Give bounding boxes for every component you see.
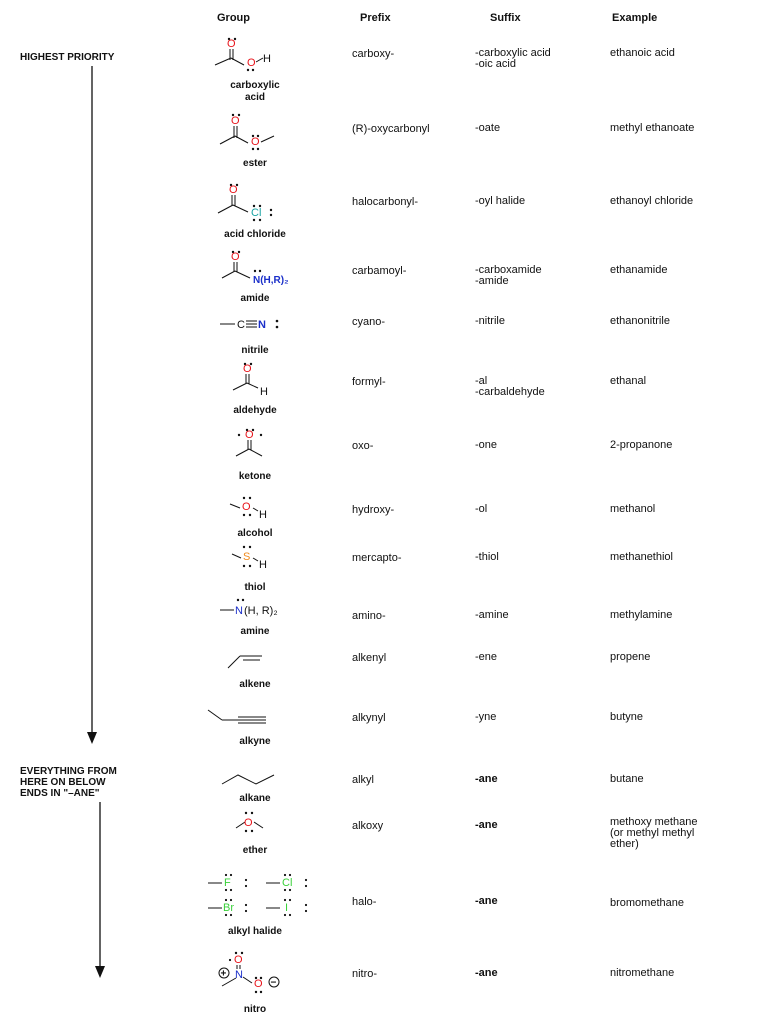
prefix: carboxy- — [352, 48, 395, 60]
suffix — [475, 376, 545, 398]
oxygen-atom: O — [244, 817, 253, 829]
example: methanethiol — [610, 551, 673, 563]
ane-note — [20, 766, 117, 799]
suffix: -thiol — [475, 551, 499, 563]
header-group: Group — [217, 12, 250, 24]
example: butane — [610, 773, 644, 785]
oxygen-atom: O — [254, 978, 263, 990]
oxygen-atom: O — [243, 363, 252, 375]
prefix: mercapto- — [352, 552, 402, 564]
suffix — [475, 48, 551, 70]
chlorine-atom: Cl — [251, 207, 262, 219]
ane-note-line: HERE ON BELOW — [20, 777, 106, 788]
prefix: oxo- — [352, 440, 374, 452]
example: ethanoyl chloride — [610, 195, 694, 207]
oxygen-atom: O — [251, 136, 260, 148]
sulfur-atom: S — [243, 551, 251, 563]
nitrogen-atom: N — [258, 319, 266, 331]
group-name: amide — [240, 293, 270, 304]
oxygen-atom: O — [245, 429, 254, 441]
thiol-structure — [200, 544, 320, 604]
example: methyl ethanoate — [610, 122, 695, 134]
prefix: amino- — [352, 610, 386, 622]
suffix: -amine — [475, 609, 509, 621]
example-line: ether) — [610, 838, 639, 850]
oxygen-atom: O — [227, 38, 236, 50]
ane-note-line: ENDS IN "–ANE" — [20, 788, 100, 799]
group-name: alkyl halide — [228, 926, 282, 937]
hydrogen-atom: H — [259, 559, 267, 571]
example — [610, 817, 760, 850]
suffix-line: -amide — [475, 275, 509, 287]
header-prefix: Prefix — [360, 12, 391, 24]
minus-sign: − — [270, 977, 277, 989]
prefix: halo- — [352, 896, 377, 908]
example: bromomethane — [610, 897, 684, 909]
ether-structure — [200, 810, 320, 870]
suffix: -ene — [475, 651, 498, 663]
prefix: hydroxy- — [352, 504, 395, 516]
oxygen-atom: O — [231, 115, 240, 127]
suffix: -nitrile — [475, 315, 505, 327]
plus-sign: + — [220, 968, 227, 980]
group-name: ketone — [238, 471, 272, 482]
ane-arrow — [92, 802, 108, 980]
suffix: -ane — [475, 773, 498, 785]
amide-nitrogen: N(H,R)₂ — [253, 275, 289, 286]
group-name: nitrile — [241, 345, 269, 356]
group-name: aldehyde — [233, 405, 277, 416]
carbon-atom: C — [237, 319, 245, 331]
suffix: -oate — [475, 122, 501, 134]
prefix: halocarbonyl- — [352, 196, 419, 208]
prefix: nitro- — [352, 968, 378, 980]
group-name: acid chloride — [224, 229, 286, 240]
group-name: ether — [242, 845, 268, 856]
hydrogen-atom: H — [263, 53, 271, 65]
header-suffix: Suffix — [490, 12, 521, 24]
alkyl-halide-structure — [200, 870, 320, 920]
suffix-line: -carboxylic acid — [475, 47, 551, 59]
suffix: -ane — [475, 895, 498, 907]
header-example: Example — [612, 12, 658, 24]
nitro-structure — [200, 950, 320, 1010]
suffix-line: -al — [475, 375, 488, 387]
hydrogen-atom: H — [260, 386, 268, 398]
chlorine-atom: Cl — [282, 877, 293, 889]
group-name: alkene — [239, 679, 271, 690]
group-name-line: carboxylic — [230, 80, 280, 91]
prefix: alkoxy — [352, 820, 384, 832]
group-name: ester — [243, 158, 267, 169]
example-line: methoxy methane — [610, 816, 698, 828]
example: nitromethane — [610, 967, 675, 979]
prefix: cyano- — [352, 316, 386, 328]
example: propene — [610, 651, 651, 663]
group-name: alkane — [239, 793, 271, 804]
example: ethanal — [610, 375, 647, 387]
prefix: formyl- — [352, 376, 386, 388]
suffix-line: -oic acid — [475, 58, 516, 70]
highest-priority-label: HIGHEST PRIORITY — [20, 52, 115, 63]
group-name: nitro — [243, 1004, 267, 1015]
amine-substituents: (H, R)₂ — [244, 605, 278, 617]
prefix: alkenyl — [352, 652, 387, 664]
suffix: -ol — [475, 503, 488, 515]
priority-arrow — [84, 66, 100, 746]
ane-note-line: EVERYTHING FROM — [20, 766, 117, 777]
suffix — [475, 265, 542, 287]
suffix: -one — [475, 439, 498, 451]
example: ethanoic acid — [610, 47, 675, 59]
prefix: alkynyl — [352, 712, 386, 724]
group-name-line: acid — [244, 92, 265, 103]
bromine-atom: Br — [223, 902, 234, 914]
suffix-line: -carbaldehyde — [475, 386, 545, 398]
oxygen-atom: O — [234, 954, 243, 966]
hydrogen-atom: H — [259, 509, 267, 521]
oxygen-atom: O — [231, 251, 240, 263]
group-name: alkyne — [239, 736, 271, 747]
fluorine-atom: F — [224, 877, 231, 889]
suffix-line: -carboxamide — [475, 264, 542, 276]
iodine-atom: I — [285, 902, 289, 914]
suffix: -ane — [475, 819, 498, 831]
example: 2-propanone — [610, 439, 673, 451]
example: ethanonitrile — [610, 315, 670, 327]
example: methylamine — [610, 609, 673, 621]
example: ethanamide — [610, 264, 668, 276]
oxygen-atom: O — [247, 57, 256, 69]
oxygen-atom: O — [242, 501, 251, 513]
group-name: amine — [240, 626, 270, 637]
suffix: -oyl halide — [475, 195, 526, 207]
nitrogen-atom: N — [235, 969, 243, 981]
group-name — [195, 80, 315, 104]
suffix: -ane — [475, 967, 498, 979]
prefix: carbamoyl- — [352, 265, 407, 277]
prefix: (R)-oxycarbonyl — [352, 123, 430, 135]
group-name: alcohol — [237, 528, 273, 539]
nitrogen-atom: N — [235, 605, 243, 617]
group-name: thiol — [244, 582, 266, 593]
suffix: -yne — [475, 711, 497, 723]
oxygen-atom: O — [229, 184, 238, 196]
example: methanol — [610, 503, 656, 515]
example: butyne — [610, 711, 644, 723]
example-line: (or methyl methyl — [610, 827, 695, 839]
prefix: alkyl — [352, 774, 375, 786]
